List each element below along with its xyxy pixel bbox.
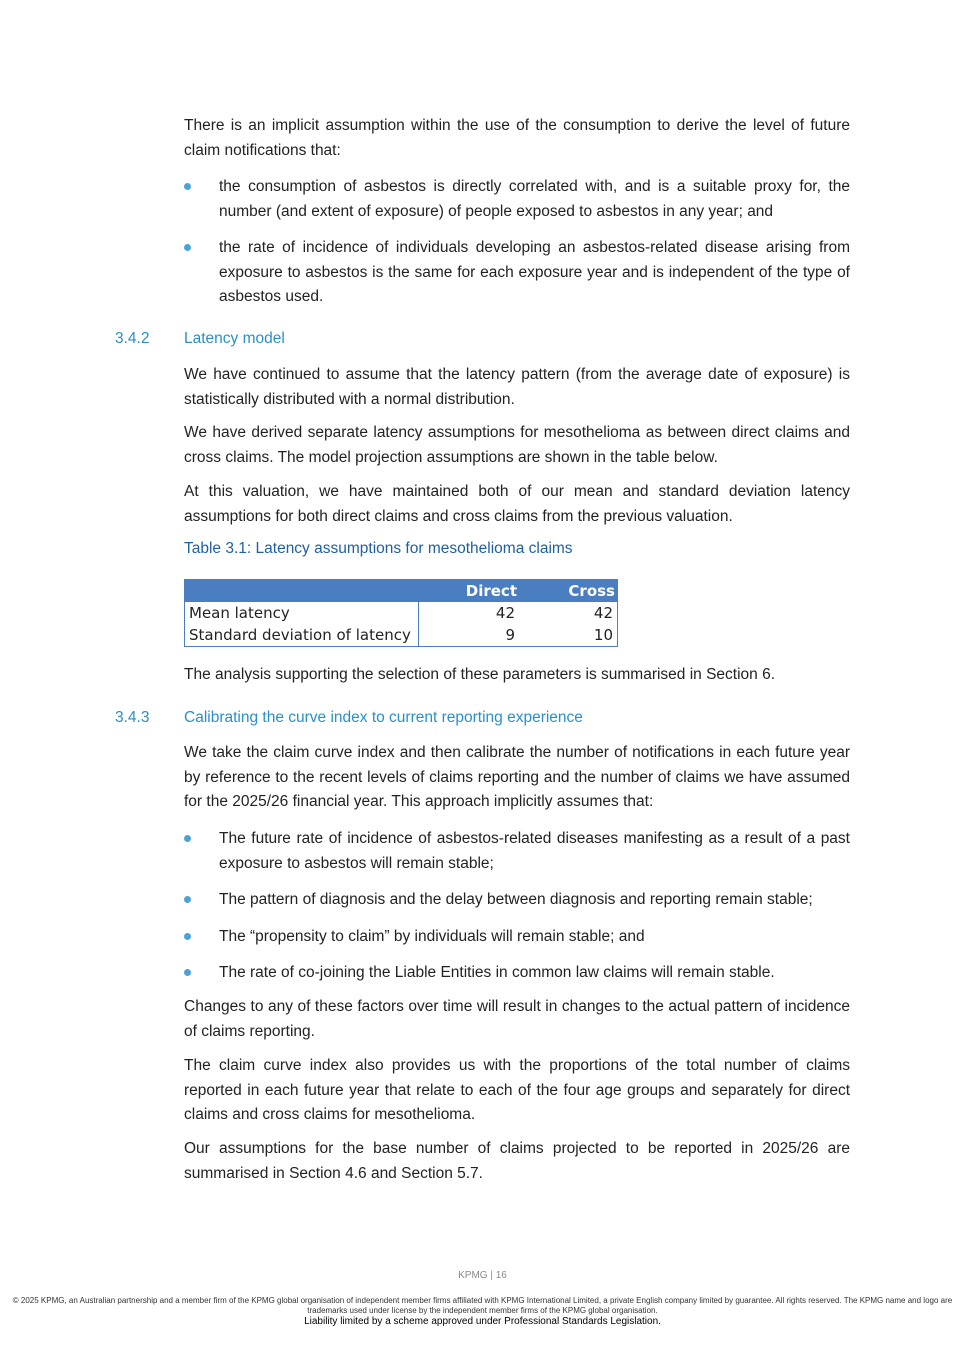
paragraph: We have derived separate latency assumptions for mesothelioma as between direct claims and cross claims. The model projection assumptions are shown in the table below. [184, 424, 850, 466]
table-header-cross: Cross [519, 580, 618, 603]
list-item-text: the rate of incidence of individuals developing an asbestos-related disease arising from exposure to asbestos is the same for each exposure year and is independent of the type of asbestos used. [219, 239, 850, 305]
intro-paragraph: There is an implicit assumption within the use of the consumption to derive the level of future claim notifications that: [184, 117, 850, 159]
list-item-text: the consumption of asbestos is directly correlated with, and is a suitable proxy for, the number (and extent of exposure) of people exposed to asbestos in any year; and [219, 178, 850, 220]
paragraph: The claim curve index also provides us with the proportions of the total number of claims reported in each future year that relate to each of the four age groups and separately for direct claims and cross claims for mesothelioma. [184, 1057, 850, 1123]
list-item [184, 925, 850, 950]
table-header-row [185, 580, 618, 603]
paragraph: We take the claim curve index and then calibrate the number of notifications in each future year by reference to the recent levels of claims reporting and the number of claims we have assumed for the 2025/26 financial year. This approach implicitly assumes that: [184, 744, 850, 810]
row-direct-value: 42 [495, 604, 515, 622]
section-number: 3.4.3 [115, 709, 150, 726]
copyright-notice: © 2025 KPMG, an Australian partnership and a member firm of the KPMG global organisation of independent member firms affiliated with KPMG International Limited, a private English company limited by guarantee. All rights reserved. The KPMG name and logo are trademarks used under license by the independent member firms of the KPMG global organisation. [12, 1296, 953, 1315]
section-number: 3.4.2 [115, 330, 150, 347]
row-cross-value: 42 [593, 604, 613, 622]
section-heading: Calibrating the curve index to current reporting experience [184, 709, 583, 726]
list-item [184, 961, 850, 986]
row-cross-value: 10 [593, 626, 613, 644]
section-heading: Latency model [184, 330, 285, 347]
list-item-text: The future rate of incidence of asbestos-related diseases manifesting as a result of a past exposure to asbestos will remain stable; [219, 830, 850, 872]
list-item [184, 888, 850, 913]
list-item [184, 236, 850, 310]
row-label: Mean latency [185, 602, 419, 624]
row-direct-value: 9 [505, 626, 515, 644]
paragraph: At this valuation, we have maintained both of our mean and standard deviation latency assumptions for both direct claims and cross claims from the previous valuation. [184, 483, 850, 525]
bullet-icon [184, 896, 191, 903]
bullet-icon [184, 835, 191, 842]
bullet-icon [184, 933, 191, 940]
bullet-icon [184, 183, 191, 190]
table-header-direct: Direct [419, 580, 520, 603]
list-item-text: The rate of co-joining the Liable Entities in common law claims will remain stable. [219, 964, 775, 981]
table-row [185, 624, 618, 647]
list-item-text: The pattern of diagnosis and the delay between diagnosis and reporting remain stable; [219, 891, 813, 908]
bullet-icon [184, 244, 191, 251]
row-label: Standard deviation of latency [185, 624, 419, 647]
bullet-icon [184, 969, 191, 976]
table-row [185, 602, 618, 624]
latency-table [184, 579, 618, 647]
table-caption: Table 3.1: Latency assumptions for mesothelioma claims [184, 540, 573, 557]
paragraph: The analysis supporting the selection of these parameters is summarised in Section 6. [184, 666, 776, 683]
list-item [184, 175, 850, 224]
paragraph: Our assumptions for the base number of claims projected to be reported in 2025/26 are summarised in Section 4.6 and Section 5.7. [184, 1140, 850, 1182]
liability-notice: Liability limited by a scheme approved under Professional Standards Legislation. [304, 1316, 661, 1327]
page-number: KPMG | 16 [458, 1270, 507, 1281]
paragraph: Changes to any of these factors over time will result in changes to the actual pattern of incidence of claims reporting. [184, 998, 850, 1040]
table-header-blank [185, 580, 419, 603]
list-item [184, 827, 850, 876]
paragraph: We have continued to assume that the latency pattern (from the average date of exposure) is statistically distributed with a normal distribution. [184, 366, 850, 408]
list-item-text: The “propensity to claim” by individuals will remain stable; and [219, 928, 645, 945]
